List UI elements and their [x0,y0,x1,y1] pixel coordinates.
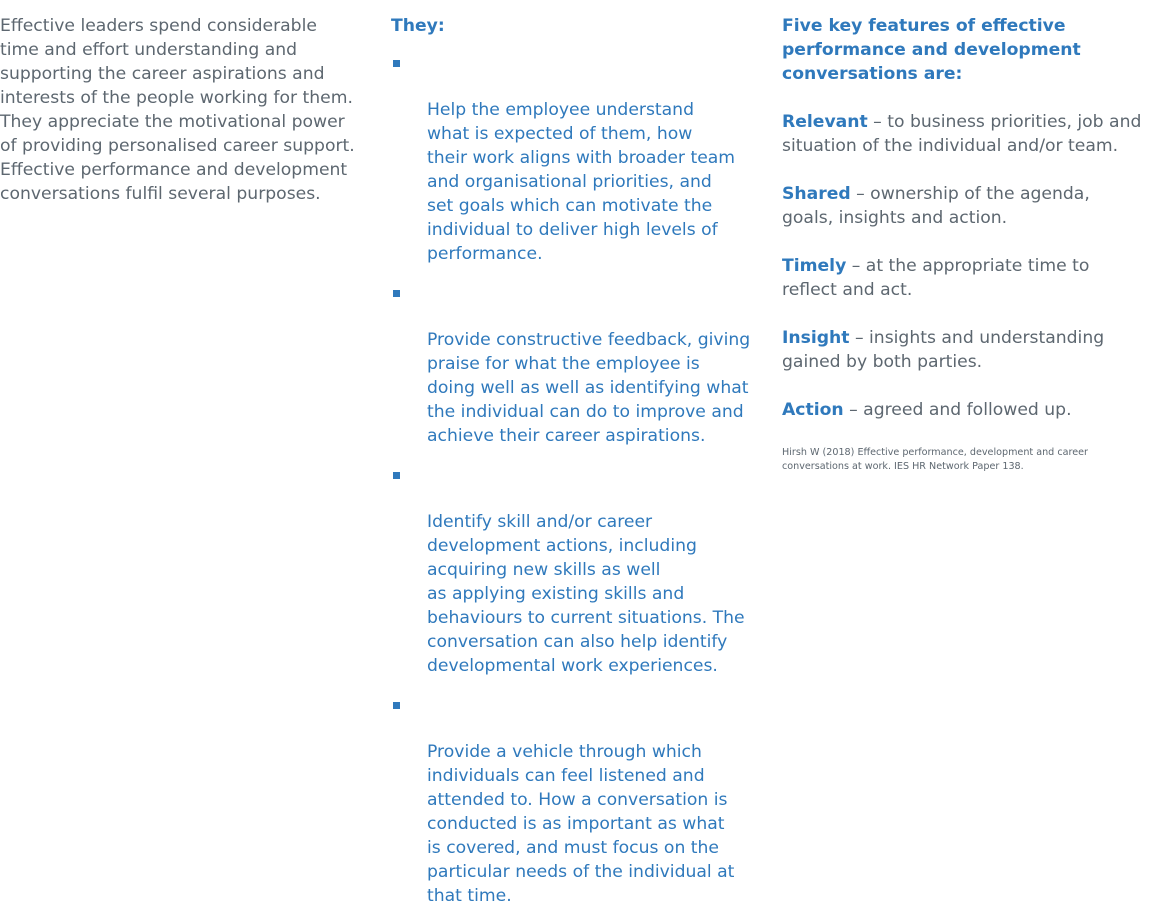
feature-term: Insight [782,328,850,348]
list-item [391,280,763,448]
feature-description: – insights and understanding gained by both parties. [782,328,1105,372]
feature-term: Shared [782,184,851,204]
feature-description: – agreed and followed up. [843,400,1072,420]
purposes-list [391,50,763,908]
list-item-text: Provide constructive feedback, giving praise for what the employee is doing well as well as identifying what the individual can do to improve and achieve their career aspirations. [427,330,751,446]
list-item-text: Help the employee understand what is expected of them, how their work aligns with broader team and organisational priorities, and set goals which can motivate the individual to deliver high levels of performance. [427,100,736,264]
feature-insight [782,326,1144,374]
purposes-column [391,14,763,922]
list-item-text: Identify skill and/or career development actions, including acquiring new skills as well as applying existing skills and behaviours to current situations. The conversation can also help identify developmental work experiences. [427,512,745,676]
reference-citation: Hirsh W (2018) Effective performance, development and career conversations at work. IES HR Network Paper 138. [782,447,1088,472]
square-bullet-icon [393,472,400,479]
feature-description: – at the appropriate time to reflect and act. [782,256,1090,300]
feature-description: – to business priorities, job and situation of the individual and/or team. [782,112,1142,156]
intro-paragraph: Effective leaders spend considerable time and effort understanding and supporting the career aspirations and interests of the people working for them. They appreciate the motivational power of providing personalised career support. Effective performance and development conversations fulfil several purposes. [0,16,355,204]
feature-term: Timely [782,256,847,276]
list-item [391,50,763,266]
square-bullet-icon [393,702,400,709]
features-column [782,14,1144,474]
list-item-text: Provide a vehicle through which individuals can feel listened and attended to. How a conversation is conducted is as important as what is covered, and must focus on the particular needs of the individual at that time. [427,742,735,906]
feature-timely [782,254,1144,302]
feature-relevant [782,110,1144,158]
list-item [391,462,763,678]
feature-term: Action [782,400,844,420]
square-bullet-icon [393,60,400,67]
features-heading: Five key features of effective performance and development conversations are: [782,16,1081,84]
feature-shared [782,182,1144,230]
intro-column [0,14,372,206]
feature-action [782,398,1144,422]
square-bullet-icon [393,290,400,297]
feature-description: – ownership of the agenda, goals, insights and action. [782,184,1090,228]
feature-term: Relevant [782,112,868,132]
list-item [391,692,763,908]
purposes-heading: They: [391,16,445,36]
